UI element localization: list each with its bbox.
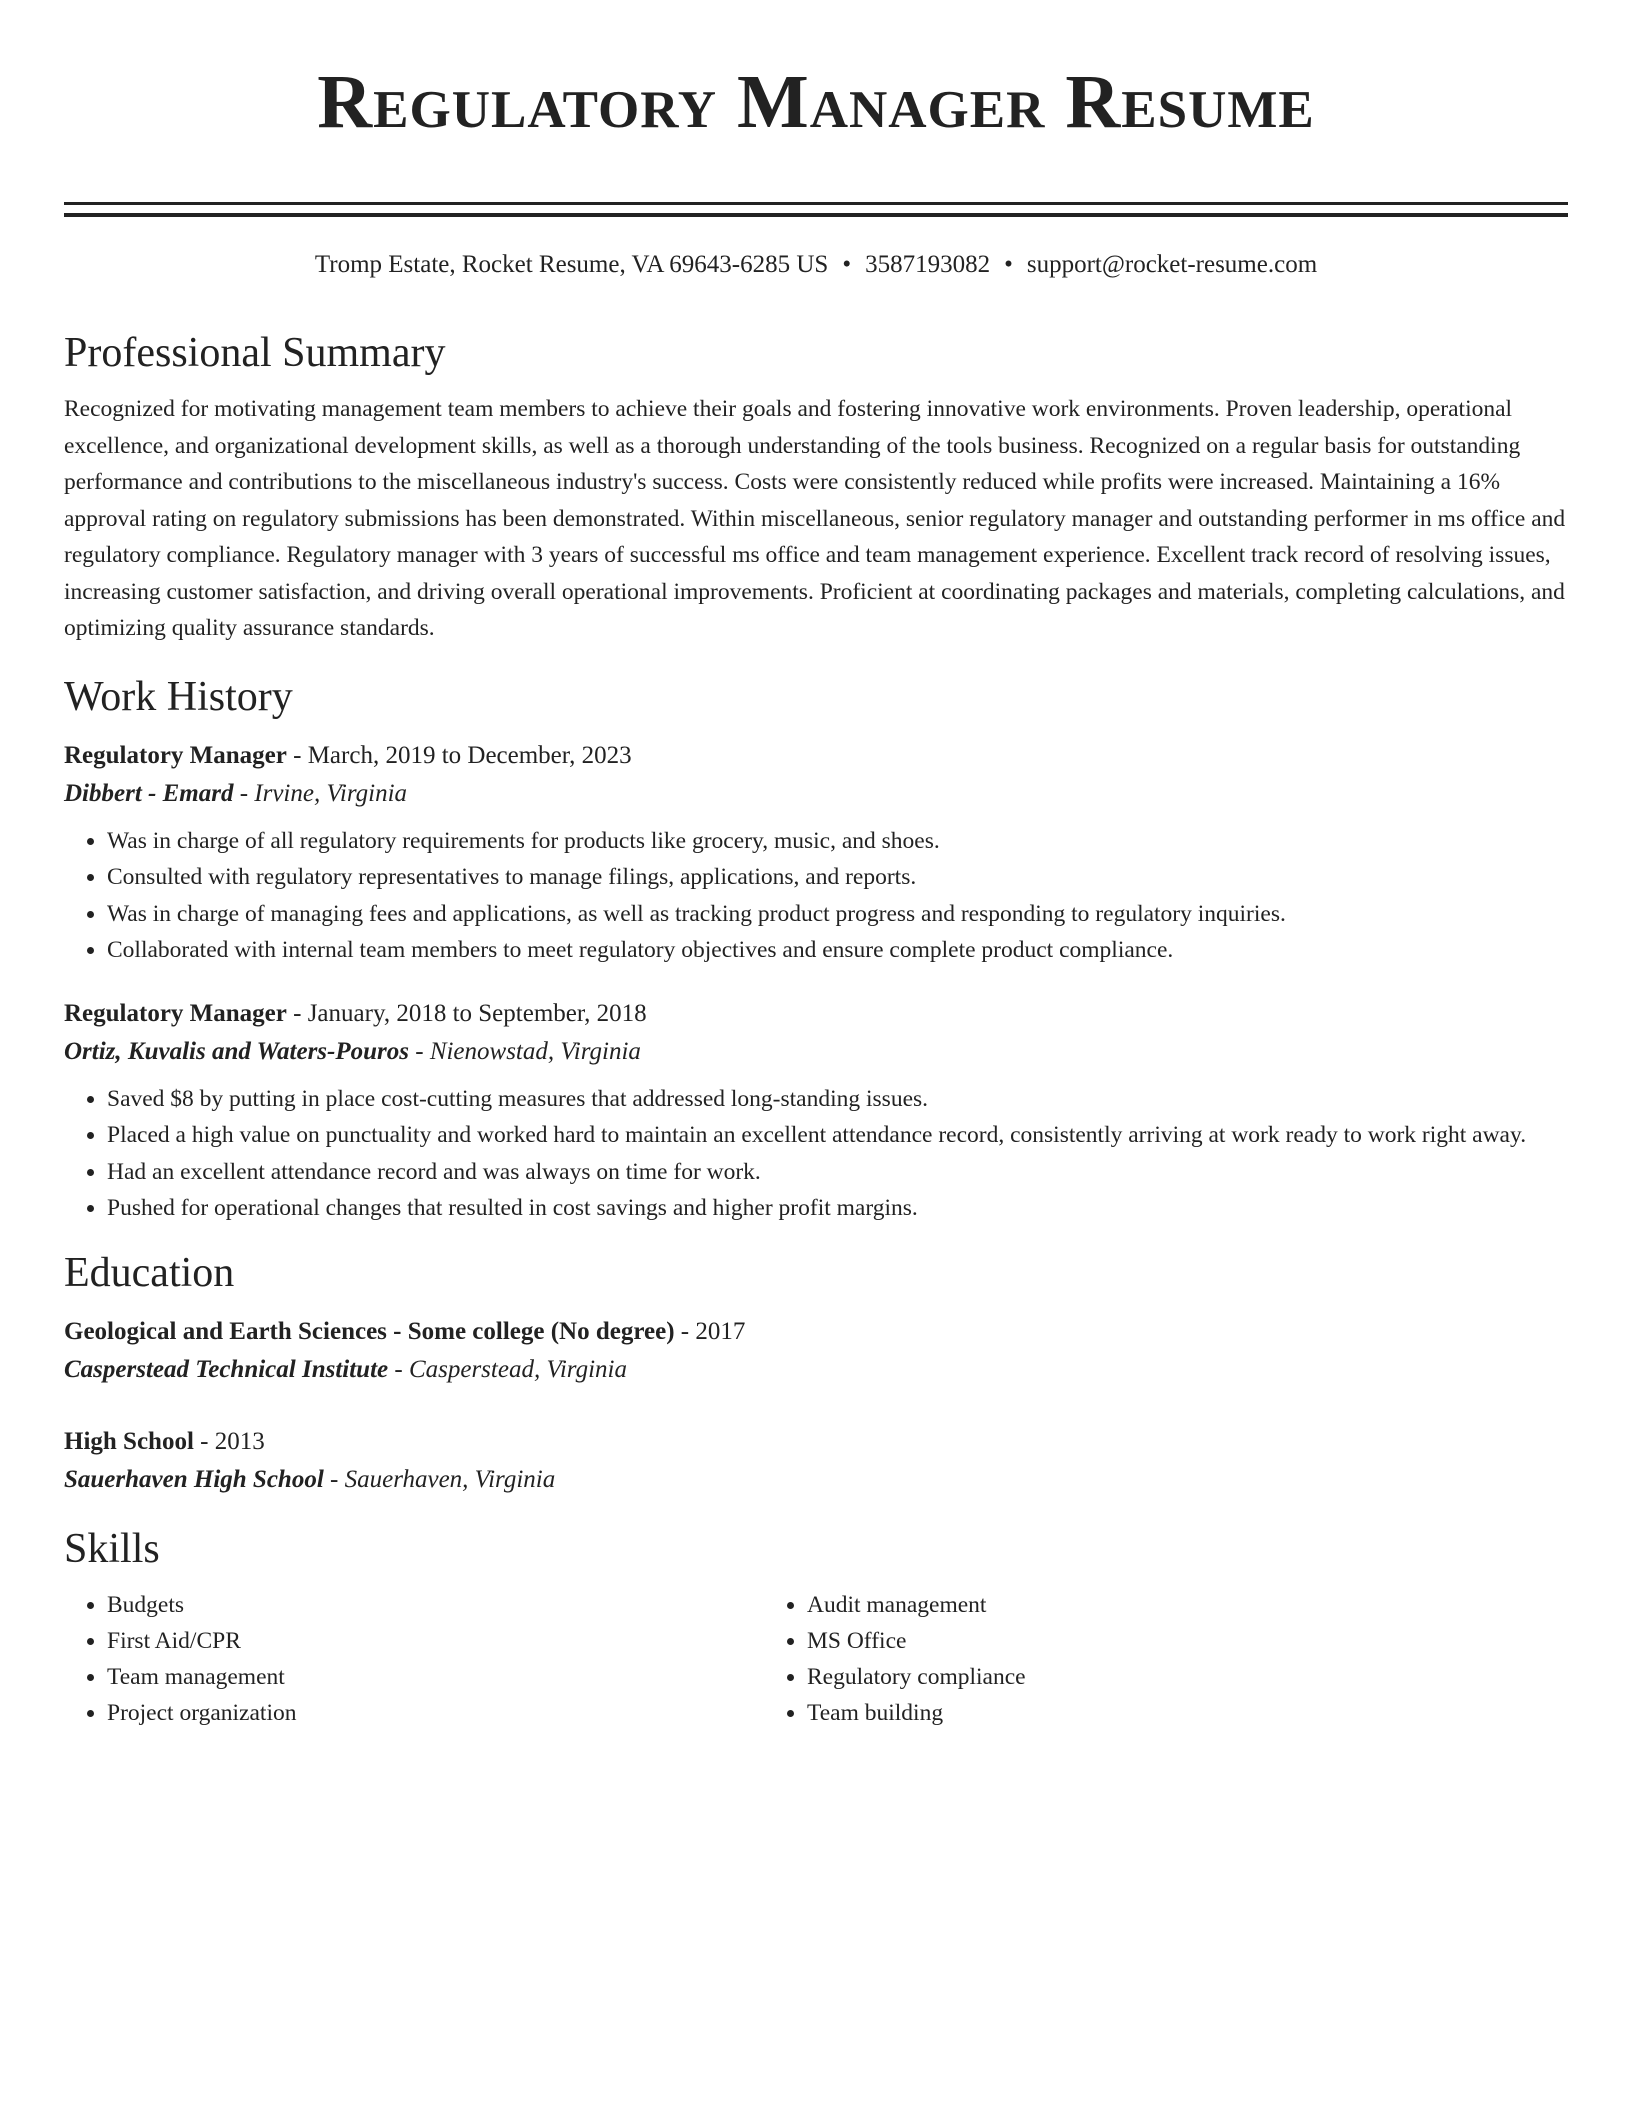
contact-address: Tromp Estate, Rocket Resume, VA 69643-6285 US (314, 251, 829, 278)
job-bullets (64, 823, 1568, 969)
skills-list-left (64, 1587, 764, 1731)
education-school-line (64, 1461, 1568, 1499)
job-entry (64, 737, 1568, 969)
education-degree-line (64, 1313, 1568, 1351)
skills-columns (64, 1587, 1568, 1731)
job-location: Irvine, Virginia (254, 779, 408, 807)
job-title: Regulatory Manager (64, 999, 287, 1027)
education-school-line (64, 1351, 1568, 1389)
job-company: Dibbert - Emard (64, 779, 234, 807)
job-bullet: • Pushed for operational changes that resulted in cost savings and higher profit margins. (107, 1190, 1568, 1227)
education-entry (64, 1313, 1568, 1389)
title-divider (64, 202, 1568, 217)
dash: - (323, 1465, 345, 1493)
job-bullets (64, 1081, 1568, 1227)
job-title-line (64, 737, 1568, 775)
contact-phone: 3587193082 (865, 251, 991, 278)
education-heading: Education (64, 1249, 235, 1296)
skill-item: • MS Office (807, 1623, 1524, 1659)
dash: - (674, 1317, 696, 1345)
skills-heading: Skills (64, 1525, 160, 1572)
education-degree: High School (64, 1427, 194, 1455)
skills-list-right (764, 1587, 1524, 1731)
job-company-line (64, 1033, 1568, 1071)
education-location: Casperstead, Virginia (408, 1355, 627, 1383)
education-degree: Geological and Earth Sciences - Some college (No degree) (64, 1317, 675, 1345)
job-title: Regulatory Manager (64, 741, 287, 769)
job-company: Ortiz, Kuvalis and Waters-Pouros (64, 1037, 409, 1065)
work-history-heading: Work History (64, 673, 293, 720)
job-entry (64, 995, 1568, 1227)
skill-item: • Budgets (107, 1587, 764, 1623)
skill-item: • Project organization (107, 1695, 764, 1731)
job-bullet: • Collaborated with internal team members to meet regulatory objectives and ensure complete product compliance. (107, 932, 1568, 969)
contact-line (64, 249, 1568, 281)
dash: - (193, 1427, 215, 1455)
education-year: 2013 (214, 1427, 265, 1455)
summary-text: Recognized for motivating management team members to achieve their goals and fostering innovative work environments. Proven leadership, operational excellence, and organizational development skills, as well as a thorough understanding of the tools business. Recognized on a regular basis for outstanding performance and contributions to the miscellaneous industry's success. Costs were consistently reduced while profits were increased. Maintaining a 16% approval rating on regulatory submissions has been demonstrated. Within miscellaneous, senior regulatory manager and outstanding performer in ms office and regulatory compliance. Regulatory manager with 3 years of successful ms office and team management experience. Excellent track record of resolving issues, increasing customer satisfaction, and driving overall operational improvements. Proficient at coordinating packages and materials, completing calculations, and optimizing quality assurance standards. (64, 396, 1566, 641)
education-school: Sauerhaven High School (64, 1465, 324, 1493)
job-title-line (64, 995, 1568, 1033)
education-degree-line (64, 1423, 1568, 1461)
job-bullet: • Had an excellent attendance record and was always on time for work. (107, 1154, 1568, 1191)
job-bullet: • Consulted with regulatory representatives to manage filings, applications, and reports. (107, 859, 1568, 896)
job-dates: January, 2018 to September, 2018 (307, 999, 647, 1027)
skill-item: • Regulatory compliance (807, 1659, 1524, 1695)
skill-item: • Team building (807, 1695, 1524, 1731)
dash: - (233, 779, 255, 807)
job-location: Nienowstad, Virginia (429, 1037, 641, 1065)
job-bullet: • Was in charge of all regulatory requirements for products like grocery, music, and shoes. (107, 823, 1568, 860)
education-location: Sauerhaven, Virginia (344, 1465, 556, 1493)
dash: - (286, 999, 308, 1027)
education-school: Casperstead Technical Institute (64, 1355, 389, 1383)
dash: - (286, 741, 308, 769)
dash: - (408, 1037, 430, 1065)
education-year: 2017 (695, 1317, 746, 1345)
job-dates: March, 2019 to December, 2023 (307, 741, 632, 769)
contact-separator: • (1004, 251, 1013, 278)
job-bullet: • Saved $8 by putting in place cost-cutting measures that addressed long-standing issues. (107, 1081, 1568, 1118)
job-bullet: • Was in charge of managing fees and applications, as well as tracking product progress and responding to regulatory inquiries. (107, 896, 1568, 933)
skill-item: • First Aid/CPR (107, 1623, 764, 1659)
skill-item: • Team management (107, 1659, 764, 1695)
job-company-line (64, 775, 1568, 813)
skill-item: • Audit management (807, 1587, 1524, 1623)
contact-email: support@rocket-resume.com (1026, 251, 1318, 278)
education-entry (64, 1423, 1568, 1499)
page-title: Regulatory Manager Resume (317, 60, 1315, 144)
job-bullet: • Placed a high value on punctuality and worked hard to maintain an excellent attendance record, consistently arriving at work ready to work right away. (107, 1117, 1568, 1154)
contact-separator: • (842, 251, 852, 278)
summary-heading: Professional Summary (64, 330, 446, 376)
dash: - (388, 1355, 409, 1383)
